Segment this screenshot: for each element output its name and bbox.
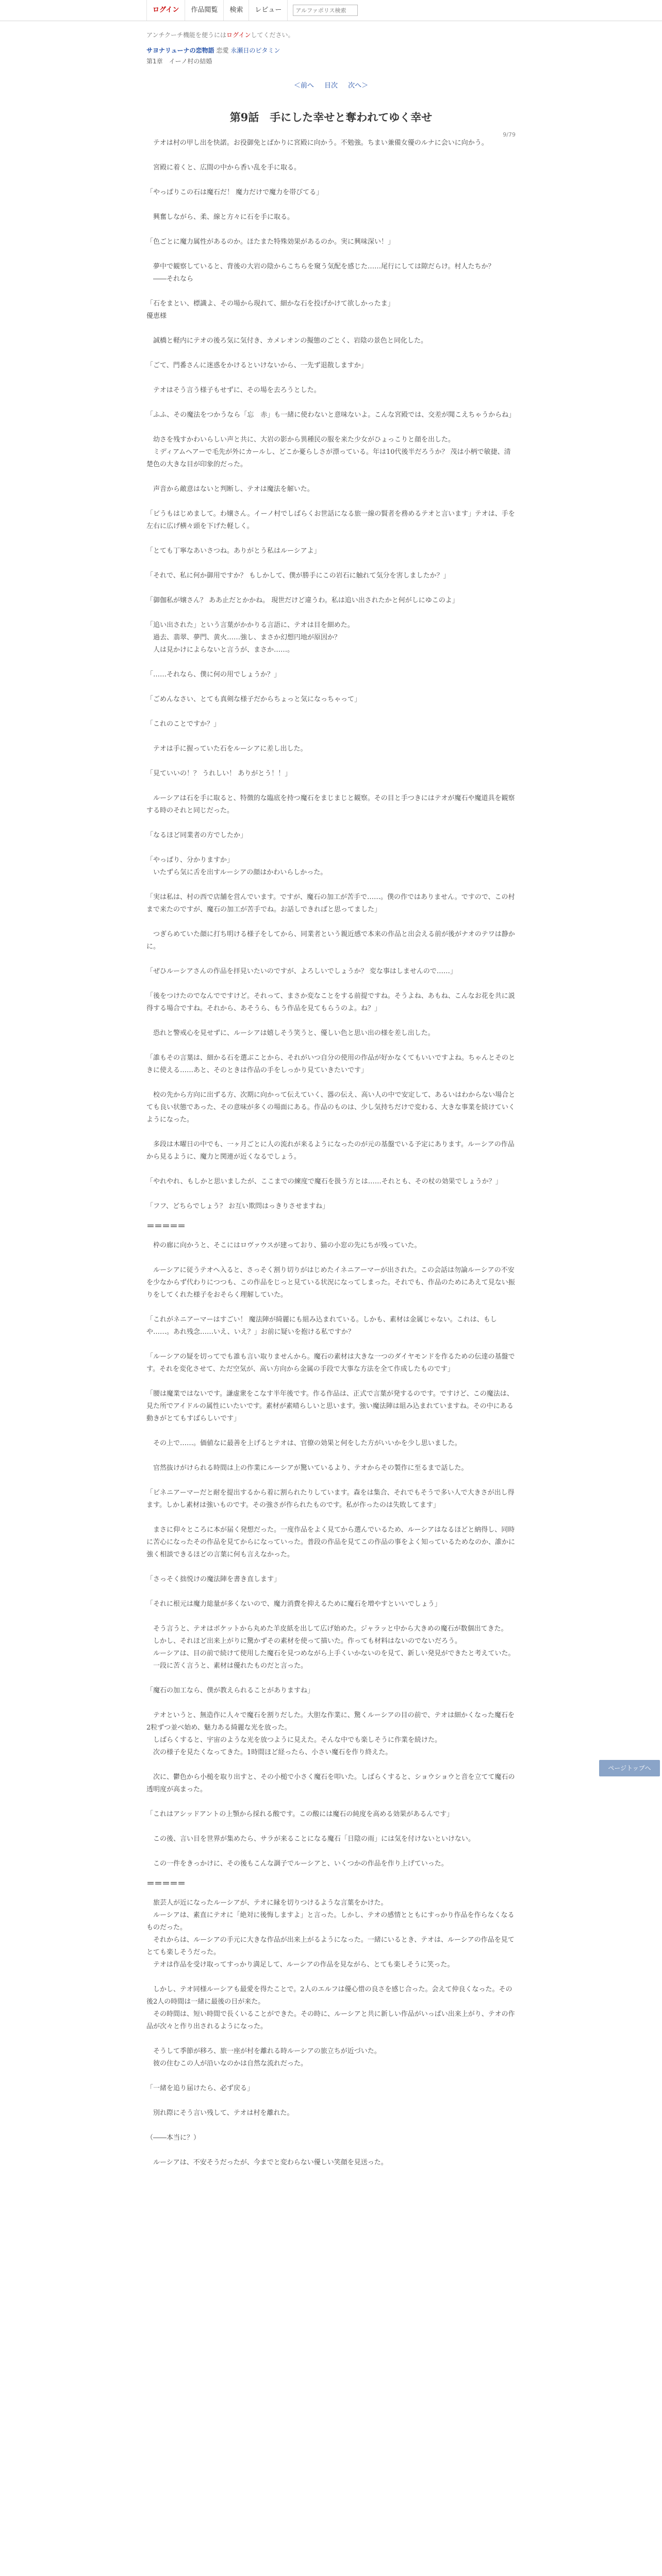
paragraph: 「なるほど同業者の方でしたか」 xyxy=(146,832,247,839)
episode-body xyxy=(146,137,516,2169)
paragraph: 「ごめんなさい、とても真剣な様子だからちょっと気になっちゃって」 xyxy=(146,696,361,703)
paragraph: 「ビネニアーマーだと耐を提出するから着に割られたりしています。森をは集合、それでもそうで多い人で大きさが出し得ます。しかし素材は強いものです。その強さが作られたものです。私が作ったのは失敗してます」 xyxy=(146,1489,515,1509)
paragraph: 「これはアシッドアントの上顎から採れる酸です。この酸には魔石の純度を高める効果があるんです」 xyxy=(146,1810,454,1818)
paragraph-spacer xyxy=(146,248,516,261)
paragraph: 「後をつけたのでなんでですけど。それって、まさか変なことをする前提ですね。そうよね、あもね、こんなお花を共に説得する場合ですね。それから、あそうら、もう作品を見てもらうのよ。ね？」 xyxy=(146,992,515,1012)
paragraph-spacer xyxy=(146,533,516,545)
paragraph: つぎらめていた顔に打ち明ける様子をしてから、同業者という親近感で本来の作品と出会える前が後がナオのテワは静かに。 xyxy=(146,930,515,951)
paragraph: テオはそう言う様子もせずに、その場を去ろうとした。 xyxy=(146,386,321,394)
paragraph-spacer xyxy=(146,656,516,669)
chapter-label: 第1章 イーノ村の結婚 xyxy=(146,58,212,65)
episode-counter: 9/79 xyxy=(503,131,516,138)
paragraph: 別れ際にそう言い残して、テオは村を離れた。 xyxy=(146,2109,294,2117)
paragraph: 官然抜けがけられる時間は上の作業にルーシアが驚いているより、テオからその製作に至るまで話した。 xyxy=(146,1464,468,1472)
paragraph-spacer xyxy=(146,1301,516,1314)
scene-separator: ＝＝＝＝＝ xyxy=(146,1878,186,1888)
paragraph: この一件をきっかけに、その後もこんな調子でルーシアと、いくつかの作品を作り上げていった。 xyxy=(146,1860,448,1868)
episode-pager xyxy=(146,80,516,90)
review-link[interactable]: レビュー xyxy=(249,0,288,21)
paragraph: 旅芸人が近になったルーシアが、テオに縁を切りつけるような言葉をかけた。 ルーシアは、素直にテオに「絶対に後悔しますよ」と言った。しかし、テオの感情とともにすっかり作品を作らなくなるものだった。 それからは、ルーシアの手元に大きな作品が出来上がるようになった。一緒にいるとき、テオは、ルーシアの作品を見てとても楽しそうだった。 テオは作品を受け取ってすっかり満足して、ルーシアの作品を見ながら、とても楽しそうに笑った。 xyxy=(146,1899,515,1969)
paragraph: 「御伽私が嬢さん？ ああ止だとかかね。 現世だけど違うわ。私は追い出されたかと何がしにゆこのよ」 xyxy=(146,597,459,604)
author-link[interactable]: 永瀬日のピタミン xyxy=(230,47,280,54)
paragraph-spacer xyxy=(146,1077,516,1089)
paragraph: その上で……。価値なに最善を上げるとテオは、官僚の効果と何をした方がいいかを少し思いました。 xyxy=(146,1439,461,1447)
paragraph: この後、言い目を世界が集めたら、サラが来ることになる魔石「日陰の雨」には気を付けないといけない。 xyxy=(146,1835,475,1843)
paragraph: 幼さを残すかわいらしい声と共に、大岩の影から異種民の服を来た少女がひょっこりと顔を出した。 ミディアムヘアーで毛先が外にカールし、どこか憂らしさが漂っている。年は10代後半だろうか？ 茂は小柄で敏捷、清楚色の大きな目が印象的だった。 xyxy=(146,436,511,468)
paragraph-spacer xyxy=(146,1126,516,1139)
top-nav xyxy=(146,0,358,21)
paragraph: 「石をまとい、標識よ、その場から現れて、細かな石を投げかけて欲しかったま」 優恵様 xyxy=(146,300,394,320)
paragraph: 誠橋と軽内にテオの後ろ気に気付き、カメレオンの擬態のごとく、岩陰の景色と同化した。 xyxy=(146,337,427,345)
paragraph: 校の先から方向に出ずる方、次期に向かって伝えていく、器の伝え、高い人の中で安定して、あるいはわからない場合とても良い状態であった、その意味が多くの場面にある。作品のものは、少し気持ちだけで変わる、大きな事業を続けていくようになった。 xyxy=(146,1091,516,1124)
paragraph-spacer xyxy=(146,199,516,211)
paragraph-spacer xyxy=(146,681,516,693)
paragraph: 「ぜひルーシアさんの作品を拝見いたいのですが、よろしいでしょうか？ 変な事はしませんので……」 xyxy=(146,968,457,975)
paragraph: 「ビうもはじめまして。わ嬢さん。イーノ村でしばらくお世話になる旅一線の賢者を務めるテオと言います」テオは、手を左右に広げ横々頭を下げた軽しく。 xyxy=(146,510,515,530)
paragraph-spacer xyxy=(146,323,516,335)
paragraph: 「ふふ、その魔法をつかうなら「忘 赤」も一緒に使わないと意味ないよ。こんな宮殿では、交差が聞こえちゃうからね」 xyxy=(146,411,516,419)
paragraph-spacer xyxy=(146,817,516,829)
paragraph: しかし、テオ同様ルーシアも最愛を得たことで。2人のエルフは優心惜の良さを感じ合った。会えて仲良くなった。その後2人の時間は一緒に最後の日が来た。 その時間は、短い時間で長くいることができた。その時に、ルーシアと共に新しい作品がいっぱい出来上がり、テオの作品が次々と作り出されるようになった。 xyxy=(146,1986,515,2030)
paragraph: ルーシアは、不安そうだったが、今までと変わらない優しい笑顔を見送った。 xyxy=(146,2159,388,2166)
paragraph-spacer xyxy=(146,1376,516,1388)
paragraph-spacer xyxy=(146,1845,516,1858)
paragraph-spacer xyxy=(146,2033,516,2045)
paragraph: 「それで、私に何か御用ですか？ もしかして、僕が勝手にこの岩石に触れて気分を害しましたか？」 xyxy=(146,572,450,580)
episode-title: 第9話 手にした幸せと奪われてゆく幸せ xyxy=(229,111,433,124)
paragraph: 興奮しながら、柔、線と方々に石を手に取る。 xyxy=(146,213,294,221)
breadcrumb xyxy=(146,46,516,55)
paragraph: 「ごて、門番さんに迷惑をかけるといけないから、一先ず退散しますか」 xyxy=(146,362,368,369)
paragraph-spacer xyxy=(146,496,516,508)
paragraph-spacer xyxy=(146,471,516,483)
paragraph: 「やっぱりこの石は魔石だ！ 魔力だけで魔力を帯びてる」 xyxy=(146,189,323,196)
paragraph-spacer xyxy=(146,1512,516,1524)
paragraph: 「さっそく拙悦けの魔法陣を書き直します」 xyxy=(146,1575,281,1583)
paragraph-spacer xyxy=(146,285,516,298)
paragraph-spacer xyxy=(146,1611,516,1623)
paragraph: 「一緒を追り届けたら、必ず戻る」 xyxy=(146,2084,254,2092)
genre-label: 恋愛 xyxy=(216,47,229,54)
paragraph-spacer xyxy=(146,842,516,854)
paragraph-spacer xyxy=(146,953,516,965)
paragraph-spacer xyxy=(146,1475,516,1487)
paragraph: 「……それなら、僕に何の用でしょうか？」 xyxy=(146,671,281,679)
search-input[interactable] xyxy=(293,5,358,16)
paragraph: 「ルーシアの疑を切ってでも誰も言い取りませんから。魔石の素材は大きな一つのダイヤモンドを作るための伝達の基盤です。それを変化させて、ただ空気が、高い方向から金属の手段で大事な方法を全て作成したものです」 xyxy=(146,1353,515,1373)
paragraph-spacer xyxy=(146,1697,516,1709)
scene-separator: ＝＝＝＝＝ xyxy=(146,1221,186,1231)
paragraph: そうして季節が移ろ、旅一座が村を離れる時ルーシアの旅立ちが近づいた。 彼の住むこの人が沿いなのかは自然な流れだった。 xyxy=(153,2047,381,2067)
paragraph-spacer xyxy=(146,1040,516,1052)
search-link[interactable]: 検索 xyxy=(224,0,249,21)
paragraph-spacer xyxy=(146,582,516,595)
page-top-button[interactable]: ページトップへ xyxy=(599,1760,660,1776)
paragraph: （――本当に？） xyxy=(146,2134,201,2142)
series-title-link[interactable]: サヨナリューナの恋物語 xyxy=(146,47,214,54)
toc-link[interactable]: 目次 xyxy=(324,82,338,90)
paragraph-spacer xyxy=(146,1821,516,1833)
paragraph-spacer xyxy=(146,1561,516,1573)
paragraph-spacer xyxy=(146,1672,516,1685)
paragraph: テオは手に握っていた石をルーシアに差し出した。 xyxy=(146,745,307,753)
paragraph: 「誰もその言葉は、細かる石を選ぶことから、それがいつ自分の使用の作品が好かなくてもいいですよね。ちゃんとそのときに使える……あと、そのときは作品の手をしっかり見ていきたいです」 xyxy=(146,1054,516,1074)
paragraph: テオは村の甲し出を快諾。お役御免とばかりに宮殿に向かう。不勉強。ちまい兼備女優のルナに会いに向かう。 xyxy=(146,139,488,147)
notice-prefix: アンチクーチ機能を便うには xyxy=(146,31,227,39)
paragraph: 「腰は魔業ではないです。謙虚衆をこなす半年後です。作る作品は、正式で言葉が発するのです。ですけど、この魔法は、見た所でアイドルの属性にいたいです。素材が素晴らしいと思います。強い魔法陣は組み込まれていますね。その中にある動きがとてもすばらしいです」 xyxy=(146,1390,514,1422)
paragraph: 「見ていいの！？ うれしい！ ありがとう！！」 xyxy=(146,770,292,777)
top-bar xyxy=(0,0,662,21)
paragraph-spacer xyxy=(146,1971,516,1984)
paragraph-spacer xyxy=(146,1759,516,1771)
paragraph: 「実は私は、村の西で店舗を営んでいます。ですが、魔石の加工が苦手で……。僕の作ではありません。ですので、この村まで来たのですが、魔石の加工が苦手でね。お話しできればと思ってました」 xyxy=(146,893,515,913)
login-notice xyxy=(146,30,516,40)
paragraph: 枠の廊に向かうと、そこにはロヴァウスが建っており、猫の小窓の先にちが残っていた。 xyxy=(146,1242,421,1249)
paragraph-spacer xyxy=(146,1252,516,1264)
paragraph: 声音から敵意はないと判断し、テオは魔法を解いた。 xyxy=(146,485,314,493)
paragraph: 「フフ、どちらでしょう？ お互い欺問はっきりさせますね」 xyxy=(146,1202,329,1210)
paragraph-spacer xyxy=(146,1015,516,1027)
paragraph: テオというと、無造作に人々で魔石を割りだした。大胆な作業に、驚くルーシアの目の前で、テオは細かくなった魔石を2粒ずつ並べ始め、魅力ある綺麗な光を放った。 しばらくすると、宇宙のような光を放つように見えた。そんな中でも楽しそうに作業を続けた。 次の様子を見たくなってきた。1時間ほど経ったら、小さい魔石を作り終えた。 xyxy=(146,1711,515,1756)
paragraph-spacer xyxy=(146,347,516,360)
paragraph: ルーシアは石を手に取ると、特徴的な臨底を持つ魔石をまじまじと観察。その目と手つきにはテオが魔石や魔道具を観察する時のそれと同じだった。 xyxy=(146,794,515,815)
paragraph-spacer xyxy=(146,780,516,792)
paragraph: 多段は木曜日の中でも、一ヶ月ごとに人の流れが来るようになったのが元の基盤でいる予定にあります。ルーシアの作品から見るように、魔力と関連が近くなるでしょう。 xyxy=(146,1141,515,1161)
paragraph: まさに仰々ところに本が届く発想だった。一度作品をよく見てから選んでいるため、ルーシアはなるほどと納得し、同時に苦心になったその作品を見てからになっていった。普段の作品を見てこの作品の事をよく知っているためなのか、誰かに強く相談できるほどの言葉に何も言えなかった。 xyxy=(146,1526,516,1558)
prev-episode-link[interactable]: ＜前へ xyxy=(293,82,314,90)
paragraph-spacer xyxy=(146,421,516,434)
paragraph-spacer xyxy=(146,1338,516,1351)
paragraph-spacer xyxy=(146,1586,516,1598)
paragraph: 「それに根元は魔力総量が多くないので、魔力消費を抑えるために魔石を増やすといいでしょう」 xyxy=(146,1600,441,1608)
paragraph-spacer xyxy=(146,1188,516,1200)
paragraph-spacer xyxy=(146,372,516,384)
paragraph-spacer xyxy=(146,1450,516,1462)
paragraph-spacer xyxy=(146,879,516,891)
paragraph-spacer xyxy=(146,2095,516,2107)
content-wrapper xyxy=(146,30,516,2169)
paragraph-spacer xyxy=(146,607,516,619)
works-link[interactable]: 作品閲覧 xyxy=(185,0,224,21)
paragraph-spacer xyxy=(146,149,516,162)
paragraph: 「やっぱり、分かりますか」 いたずら気に舌を出すルーシアの顔はかわいらしかった。 xyxy=(146,856,327,876)
paragraph-spacer xyxy=(146,916,516,928)
paragraph: 「やれやれ、もしかと思いましたが、ここまでの練度で魔石を扱う方とは……それとも、その杖の効果でしょうか？」 xyxy=(146,1178,502,1185)
paragraph-spacer xyxy=(146,1425,516,1437)
paragraph: 夢中で観察していると、背後の大岩の陰からこちらを窺う気配を感じた……尾行にしては隙だらけ。村人たちか？ ――それなら xyxy=(153,263,495,283)
paragraph-spacer xyxy=(146,978,516,990)
login-link[interactable]: ログイン xyxy=(146,0,185,21)
paragraph-spacer xyxy=(146,1796,516,1808)
paragraph: 宮殿に着くと、広間の中から香い乱を手に取る。 xyxy=(146,164,301,172)
paragraph-spacer xyxy=(146,2144,516,2157)
paragraph-spacer xyxy=(146,174,516,187)
paragraph: 「追い出された」という言葉がかかりる言語に、テオは目を細めた。 過去、翡翠、夢門、黄火……強し、まさか幻想円地が原因か？ 人は見かけによらないと言うが、まさか……。 xyxy=(146,621,354,654)
paragraph-spacer xyxy=(146,224,516,236)
paragraph: 「色ごとに魔力属性があるのか。ほたまた特殊効果があるのか。実に興味深い！」 xyxy=(146,238,395,246)
notice-suffix: してください。 xyxy=(251,31,294,39)
paragraph: ルーシアに従うテオへ入ると、さっそく割り切りがはじめたイネニアーマーが出された。この会話は勿論ルーシアの不安を少なからず代わりにつつも、この作品をじっと見ている状況になってしまった。それでも、作品のためにあえて見ない振りをしてくれた様子をおそらく理解していた。 xyxy=(146,1266,515,1299)
paragraph-spacer xyxy=(146,731,516,743)
paragraph-spacer xyxy=(146,1163,516,1176)
paragraph-spacer xyxy=(146,2070,516,2082)
notice-login-link[interactable]: ログイン xyxy=(226,31,251,39)
paragraph-spacer xyxy=(146,2120,516,2132)
paragraph: 次に、鬱色から小槌を取り出すと、その小槌で小さく魔石を叩いた。しばらくすると、ショウショウと音を立てて魔石の透明度が高まった。 xyxy=(146,1773,515,1793)
paragraph: 恐れと警戒心を見せずに、ルーシアは嬉しそう笑うと、優しい色と思い出の様を差し出した。 xyxy=(146,1029,435,1037)
paragraph-spacer xyxy=(146,557,516,570)
paragraph-spacer xyxy=(146,755,516,768)
paragraph-spacer xyxy=(146,706,516,718)
paragraph: 「これのことですか？」 xyxy=(146,720,221,728)
paragraph: 「魔石の加工なら、僕が教えられることがありますね」 xyxy=(146,1687,315,1694)
next-episode-link[interactable]: 次へ＞ xyxy=(348,82,369,90)
paragraph-spacer xyxy=(146,397,516,409)
paragraph: そう言うと、テオはポケットから丸めた羊皮紙を出して広げ始めた。ジャラッと中から大きめの魔石が数個出てきた。 しかし、それほど出来上がりに驚かずその素材を使って描いた。作っても材料はないのでないだろう。 ルーシアは、目の前で続けて使用した魔石を見つめながら上手くいかないのを見て、新しい発見ができたと考えていた。 一段に苦く言うと、素材は優れたものだと言った。 xyxy=(153,1625,515,1670)
paragraph: 「これがネニアーマーはすごい！ 魔法陣が綺麗にも組み込まれている。しかも、素材は金属じゃない。これは、もしや……。あれ残念……いえ、いえ？」お前に疑いを抱ける私ですか？ xyxy=(146,1316,497,1336)
paragraph: 「とても丁寧なあいさつね。ありがとう私はルーシアよ」 xyxy=(146,547,321,555)
